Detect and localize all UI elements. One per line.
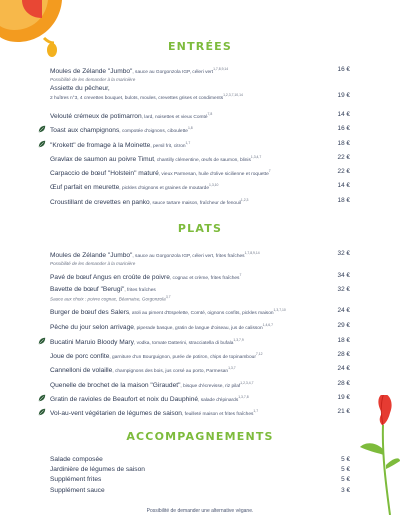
menu-item-price: 34 €	[337, 272, 350, 279]
vegetarian-leaf-icon	[38, 125, 46, 133]
menu-item-name: Pêche du jour selon arrivage	[50, 324, 134, 332]
side-item-name: Salade composée	[50, 456, 103, 463]
allergen-codes: 1,7	[253, 409, 259, 413]
menu-item-description: , vodka, tomate Datterini, stracciatella di bufala	[133, 341, 234, 347]
side-item-name: Supplément frites	[50, 476, 102, 483]
menu-item-description: , bisque d'écrevisse, riz pilaf	[180, 384, 241, 390]
menu-item-line	[50, 351, 350, 361]
menu-item-line	[50, 380, 350, 390]
menu-item-detail-line	[50, 92, 350, 102]
menu-item	[50, 66, 350, 83]
side-item-name: Jardinière de légumes de saison	[50, 466, 145, 473]
menu-item	[50, 182, 350, 192]
menu-item-note: Possibilité de les demander à la marinière	[50, 77, 136, 83]
menu-item-line	[50, 286, 350, 294]
menu-item-price: 32 €	[337, 286, 350, 293]
menu-item-name: Œuf parfait en meurette	[50, 184, 120, 192]
menu-item-note-line	[50, 76, 350, 83]
menu-item-description: , champignons des bois, jus corsé au porto, Parmesan	[112, 369, 229, 375]
menu-item-line	[50, 394, 350, 404]
menu-item	[50, 408, 350, 418]
side-item-price: 5 €	[341, 466, 350, 473]
menu-item-name: Moules de Zélande "Jumbo"	[50, 252, 133, 260]
tulip-illustration	[360, 395, 400, 515]
menu-item	[50, 322, 350, 332]
side-item-name: Supplément sauce	[50, 487, 105, 494]
menu-item-line	[50, 182, 350, 192]
menu-item-name: Cannelloni de volaille	[50, 367, 113, 375]
menu-item-line	[50, 197, 350, 207]
menu-item-name: Gratin de ravioles de Beaufort et noix du Dauphiné	[50, 396, 199, 404]
allergen-codes: 1,3,7,10	[273, 308, 286, 312]
menu-item-name: Quenelle de brochet de la maison "Giraudet"	[50, 382, 181, 390]
menu-item-price: 24 €	[337, 307, 350, 314]
menu-item	[50, 197, 350, 207]
menu-item-line	[50, 168, 350, 178]
side-item	[50, 466, 350, 473]
menu-item	[50, 140, 350, 150]
menu-item-line	[50, 125, 350, 135]
menu-item-description: , persil frit, citron	[150, 144, 186, 150]
menu-item-price: 22 €	[337, 168, 350, 175]
menu-item-description: , garniture d'un Bourguignon, purée de potiron, chips de topinambour	[109, 355, 256, 361]
vegetarian-leaf-icon	[38, 408, 46, 416]
menu-item-price: 22 €	[337, 154, 350, 161]
allergen-codes: 1,7	[185, 141, 191, 145]
allergen-codes: 1,2,3,4,7	[240, 381, 254, 385]
allergen-codes: 1,7,8,9,14	[244, 251, 260, 255]
menu-item-price: 18 €	[337, 197, 350, 204]
menu-item	[50, 111, 350, 121]
menu-item-price: 24 €	[337, 365, 350, 372]
allergen-codes: 1,7,8,9,14	[213, 67, 229, 71]
allergen-codes: 1,3,4,7	[250, 155, 262, 159]
menu-item	[50, 365, 350, 375]
menu-item-description: , lard, noisettes et vieux Comté	[141, 115, 208, 121]
menu-item-name: Carpaccio de bœuf "Holstein" maturé	[50, 170, 159, 178]
side-item-price: 5 €	[341, 476, 350, 483]
menu-item-description: , sauce au Gorgonzola IGP, céleri vert	[132, 70, 214, 76]
menu-item-line	[50, 140, 350, 150]
menu-item-price: 21 €	[337, 408, 350, 415]
side-item	[50, 476, 350, 483]
menu-item	[50, 286, 350, 303]
menu-item-description: , sauce tartare maison, fraîcheur de fenouil	[149, 201, 241, 207]
menu-item-line	[50, 85, 350, 92]
menu-item-price: 32 €	[337, 250, 350, 257]
orange-fruit-illustration	[0, 0, 70, 65]
menu-item-name: Gravlax de saumon au poivre Timut	[50, 156, 155, 164]
menu-item-price: 28 €	[337, 351, 350, 358]
menu-item-name: Moules de Zélande "Jumbo"	[50, 68, 133, 76]
menu-item-line	[50, 272, 350, 282]
menu-item	[50, 85, 350, 102]
menu-item	[50, 154, 350, 164]
menu-item-name: Velouté crémeux de potimarron	[50, 113, 142, 121]
menu-item-description: , feuilleté maison et frites fraîches	[181, 412, 254, 418]
vegetarian-leaf-icon	[38, 394, 46, 402]
allergen-codes: 7,12	[255, 352, 263, 356]
menu-item	[50, 125, 350, 135]
menu-item	[50, 394, 350, 404]
menu-item-line	[50, 250, 350, 260]
allergen-codes: 1,3,10	[209, 183, 219, 187]
menu-item-note-line	[50, 260, 350, 267]
allergen-codes: 3,7	[165, 295, 171, 299]
menu-item-line	[50, 154, 350, 164]
menu-item	[50, 380, 350, 390]
side-item-price: 5 €	[341, 456, 350, 463]
menu-item-line	[50, 111, 350, 121]
menu-item-description: , sauce au Gorgonzola IGP, céleri vert, frites fraîches	[132, 254, 245, 260]
allergen-codes: 1,3,7,9	[233, 338, 244, 342]
side-item-price: 3 €	[341, 487, 350, 494]
menu-item-line	[50, 365, 350, 375]
allergen-codes: 1,8	[187, 126, 193, 130]
menu-item-description: , chantilly clémentine, œufs de saumon, blinis	[154, 158, 251, 164]
menu-item-note-line	[50, 294, 350, 303]
menu-item-name: Toast aux champignons	[50, 127, 120, 135]
menu-item-price: 18 €	[337, 337, 350, 344]
menu-item-name: "Krokett" de fromage à la Moinette	[50, 142, 151, 150]
menu-item-line	[50, 322, 350, 332]
menu-item-description: , pickles d'oignons et graines de moutarde	[119, 186, 209, 192]
menu-item-description: , frites fraîches	[124, 288, 156, 293]
allergen-codes: 1,3,7	[228, 366, 236, 370]
menu-item-name: Vol-au-vent végétarien de légumes de saison	[50, 410, 182, 418]
allergen-codes: 1,4,6,7	[262, 323, 273, 327]
menu-item-line	[50, 307, 350, 317]
menu-item-note: Sauce aux choix : poivre cognac, Béarnaise, Gorgonzola$^{3,7}$	[50, 295, 171, 302]
menu-item-description: , compotée d'oignons, ciboulette	[119, 129, 188, 135]
allergen-codes: 7	[239, 273, 242, 277]
vegetarian-leaf-icon	[38, 337, 46, 345]
allergen-codes: 7	[268, 169, 271, 173]
menu-item-note: Possibilité de les demander à la marinière	[50, 261, 136, 267]
menu-item-description: , aïoli au piment d'Espelette, Comté, oignons confits, pickles maison	[129, 311, 274, 317]
section-title-plats: PLATS	[177, 222, 223, 235]
menu-item-name: Assiette du pêcheur,	[50, 85, 110, 92]
menu-item-price: 29 €	[337, 322, 350, 329]
menu-item-price: 18 €	[337, 140, 350, 147]
menu-item-price: 14 €	[337, 111, 350, 118]
side-item	[50, 487, 350, 494]
menu-item-price: 16 €	[337, 66, 350, 73]
allergen-codes: 7,8	[207, 112, 213, 116]
menu-item-detail: 2 huîtres n°3, 4 crevettes bouquet, bulots, moules, crevettes grises et condiments	[50, 96, 224, 102]
menu-item	[50, 351, 350, 361]
menu-item-description: , piperade basque, gratin de langue d'oiseau, jus de calisson	[133, 326, 263, 332]
menu-item-price: 19 €	[337, 394, 350, 401]
menu-item-line	[50, 66, 350, 76]
menu-item	[50, 250, 350, 267]
menu-item	[50, 272, 350, 282]
vegan-alternative-note: Possibilité de demander une alternative végane.	[146, 508, 254, 514]
menu-item	[50, 337, 350, 347]
menu-item-name: Bucatini Maruio Bloody Mary	[50, 339, 134, 347]
allergen-codes: 1,2,3,7,10,14	[223, 93, 243, 97]
menu-item-price: 19 €	[337, 92, 350, 99]
menu-item	[50, 307, 350, 317]
menu-item-description: , cognac et crème, frites fraîches	[169, 276, 240, 282]
menu-item-description: , vieux Parmesan, huile d'olive sicilienne et roquette	[158, 172, 269, 178]
menu-item-line	[50, 408, 350, 418]
side-item	[50, 456, 350, 463]
section-title-accompagnements: ACCOMPAGNEMENTS	[126, 430, 274, 443]
allergen-codes: 1,3,7,8	[238, 395, 249, 399]
menu-item-line	[50, 337, 350, 347]
menu-item-name: Croustillant de crevettes en panko	[50, 199, 150, 207]
menu-item	[50, 168, 350, 178]
menu-item-name: Joue de porc confite	[50, 353, 110, 361]
menu-item-price: 14 €	[337, 182, 350, 189]
menu-item-name: Burger de bœuf des Salers	[50, 309, 130, 317]
menu-item-description: , salade d'épinards	[198, 398, 239, 404]
section-title-entrees: ENTRÉES	[167, 40, 233, 53]
menu-item-name: Bavette de bœuf "Berugi"	[50, 286, 125, 293]
menu-item-price: 28 €	[337, 380, 350, 387]
allergen-codes: 1,2,3	[240, 198, 249, 202]
menu-item-name: Pavé de bœuf Angus en croûte de poivre	[50, 274, 170, 282]
menu-item-price: 16 €	[337, 125, 350, 132]
vegetarian-leaf-icon	[38, 140, 46, 148]
